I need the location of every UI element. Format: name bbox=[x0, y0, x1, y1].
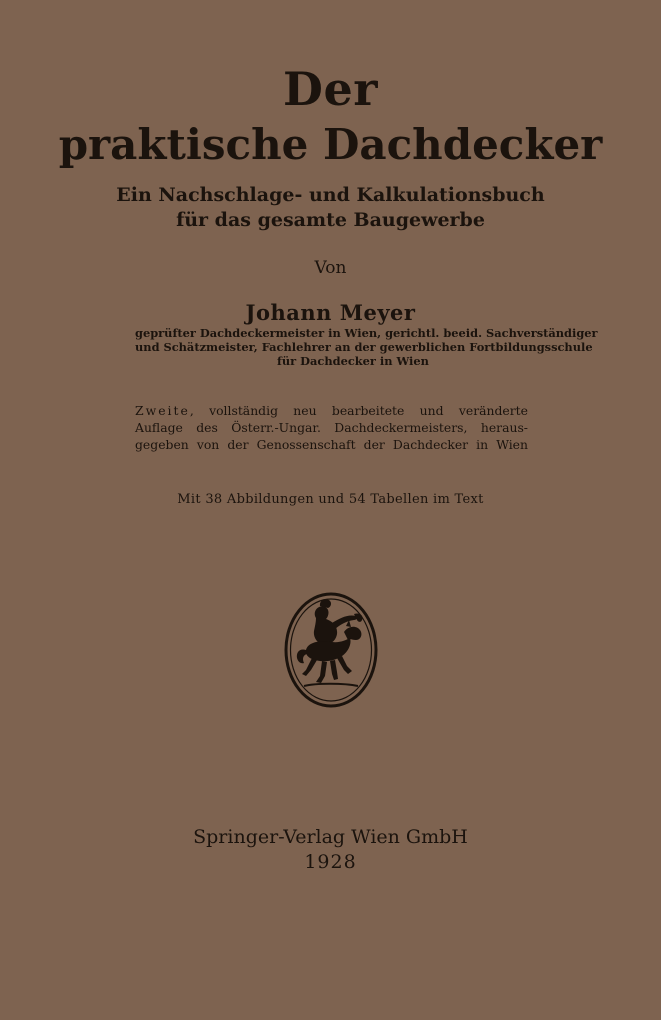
edition-line-1 bbox=[135, 402, 528, 419]
publication-year: 1928 bbox=[304, 851, 357, 873]
author-name: Johann Meyer bbox=[245, 300, 416, 325]
subtitle-line-1: Ein Nachschlage- und Kalkulationsbuch bbox=[116, 184, 545, 206]
illustrations-note: Mit 38 Abbildungen und 54 Tabellen im Text bbox=[177, 492, 484, 507]
edition-line-3: gegeben von der Genossenschaft der Dachdecker in Wien bbox=[135, 437, 528, 452]
edition-line-1-rest: , vollständig neu bearbeitete und veränderte bbox=[189, 403, 528, 418]
edition-number: Zweite bbox=[135, 403, 190, 418]
book-subtitle bbox=[0, 183, 661, 233]
author-credentials bbox=[135, 326, 598, 368]
credentials-line-1: geprüfter Dachdeckermeister in Wien, gerichtl. beeid. Sachverständiger bbox=[135, 326, 598, 340]
book-title-line-1: Der bbox=[283, 62, 378, 116]
subtitle-line-2: für das gesamte Baugewerbe bbox=[176, 209, 485, 231]
by-label: Von bbox=[314, 258, 347, 278]
springer-horseman-emblem-icon bbox=[282, 590, 380, 710]
edition-line-2: Auflage des Österr.-Ungar. Dachdeckermeisters, heraus- bbox=[135, 420, 528, 435]
credentials-line-3: für Dachdecker in Wien bbox=[277, 354, 429, 368]
credentials-line-2: und Schätzmeister, Fachlehrer an der gewerblichen Fortbildungsschule bbox=[135, 340, 593, 354]
edition-statement bbox=[135, 402, 528, 453]
book-title-line-2: praktische Dachdecker bbox=[58, 120, 603, 169]
publisher-name: Springer-Verlag Wien GmbH bbox=[193, 826, 468, 848]
